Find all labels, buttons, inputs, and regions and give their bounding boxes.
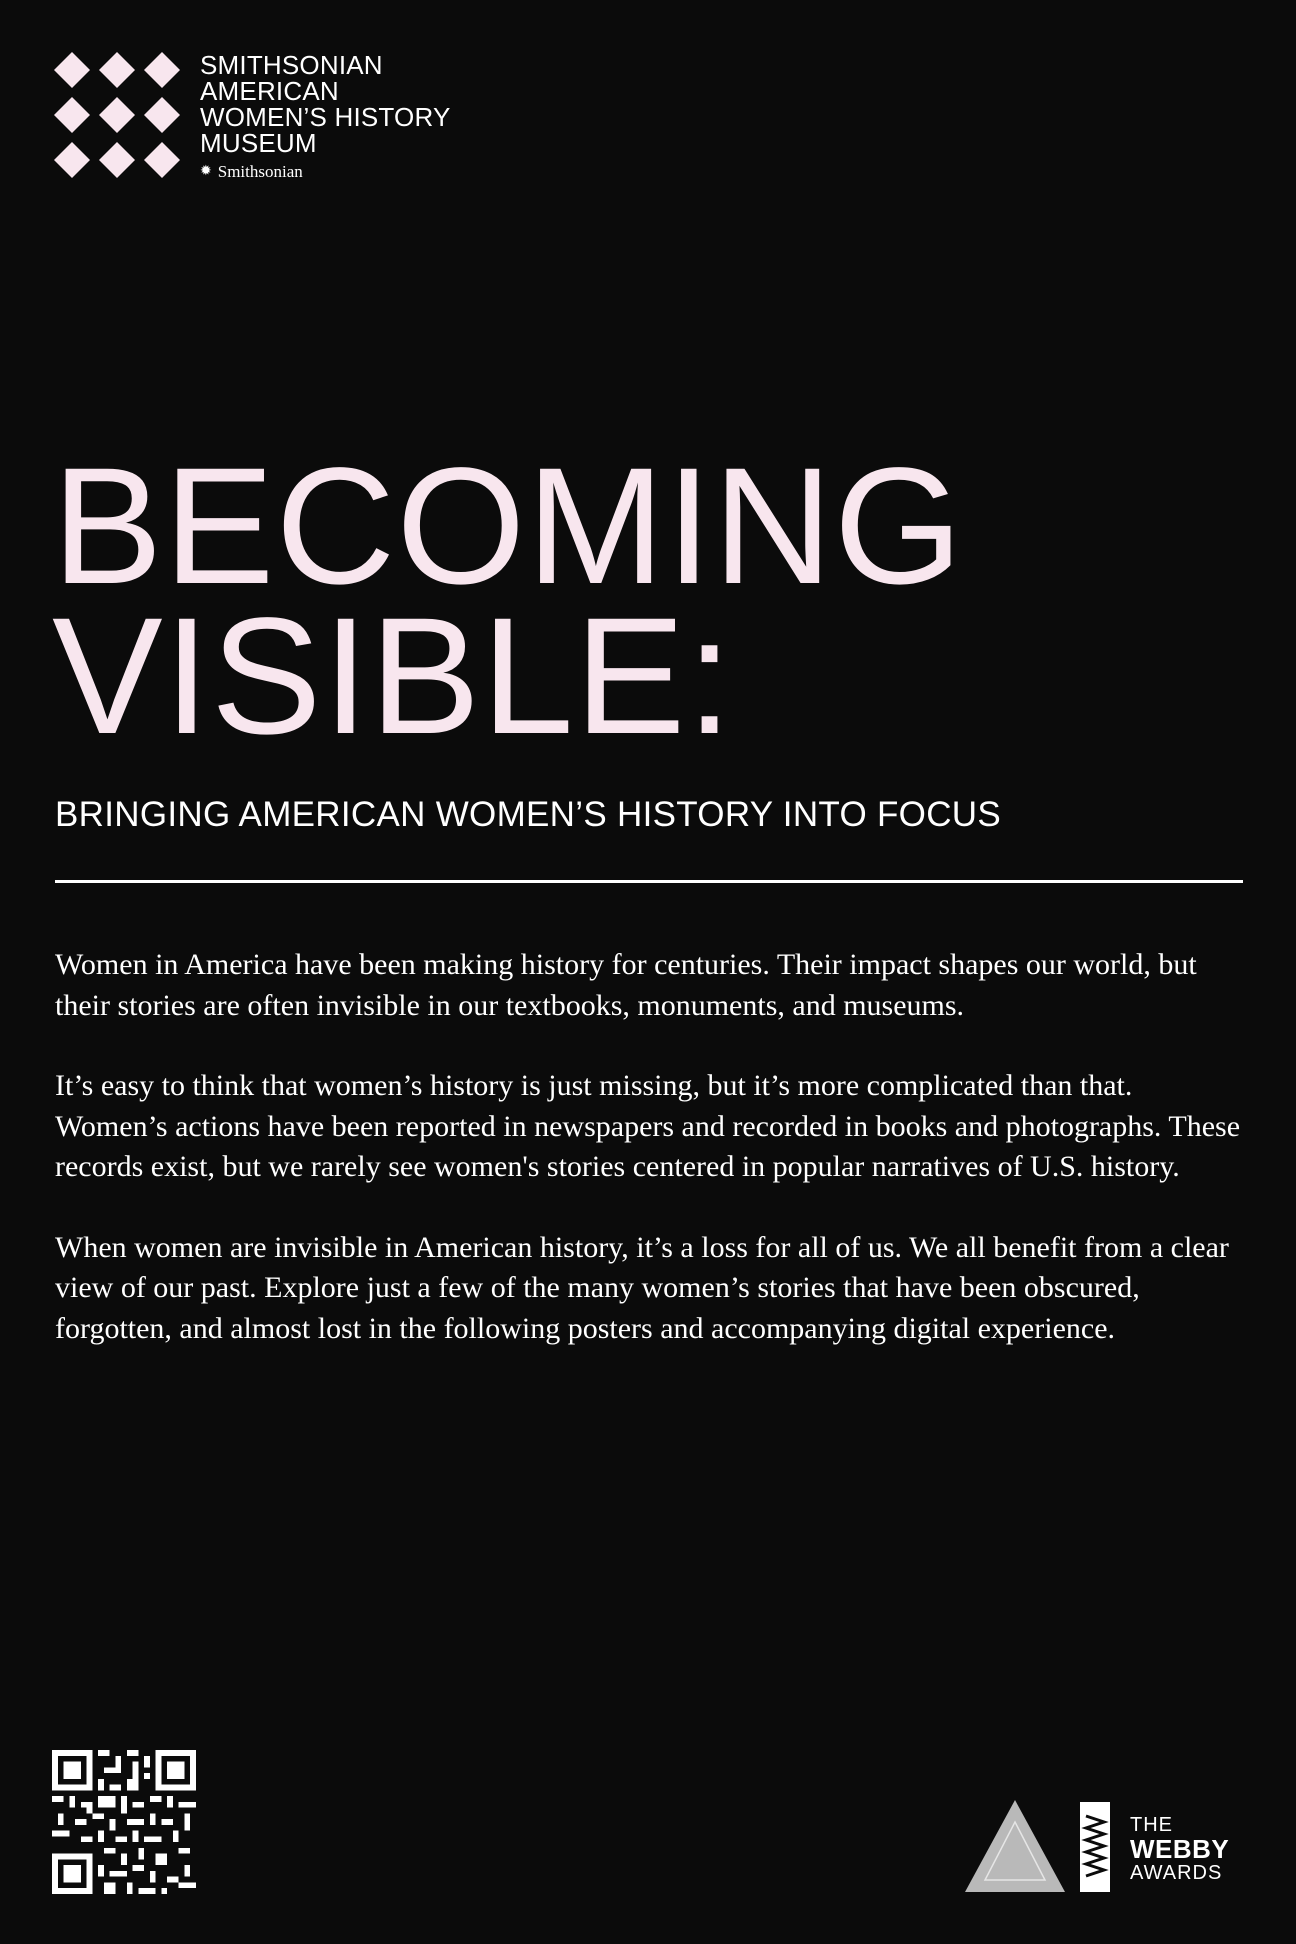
paragraph-3: When women are invisible in American history, it’s a loss for all of us. We all benefit from a clear view of our past. Explore just a few of the many women’s stories that have been obscured, forgotten, and almost lost in the following posters and accompanying digital experience. [55,1230,1229,1345]
smithsonian-sun-icon: ✹ [200,164,212,179]
diamond-grid-logo-icon [50,52,185,187]
logo-line-4: MUSEUM [200,128,317,158]
logo-line-2: AMERICAN [200,76,339,106]
page-subtitle: BRINGING AMERICAN WOMEN’S HISTORY INTO FOCUS [55,795,1001,834]
paragraph-1: Women in America have been making history for centuries. Their impact shapes our world, but their stories are often invisible in our textbooks, monuments, and museums. [55,948,1197,1022]
qr-code-icon[interactable] [52,1750,196,1894]
title-line-1: BECOMING [52,434,964,619]
webby-spring-icon [1080,1802,1110,1892]
webby-awards-label: AWARDS [1130,1862,1223,1884]
divider [55,880,1243,883]
title-line-2: VISIBLE: [52,584,734,769]
body-copy [55,945,1250,1389]
page-title [52,434,964,769]
awards-badges [965,1800,1245,1895]
anthem-awards-triangle-icon [965,1800,1065,1892]
webby-the: THE [1130,1814,1173,1836]
logo-wordmark [200,52,451,182]
logo-line-3: WOMEN’S HISTORY [200,102,451,132]
smithsonian-sublabel [200,162,451,182]
webby-name: WEBBY [1130,1834,1230,1864]
logo-line-1: SMITHSONIAN [200,50,383,80]
smithsonian-sublabel-text: Smithsonian [217,162,303,181]
museum-logo [50,48,470,188]
webby-awards-wordmark [1130,1814,1229,1884]
paragraph-2: It’s easy to think that women’s history is just missing, but it’s more complicated than that. Women’s actions have been reported in newspapers and recorded in books and photographs. These records exist, but we rarely see women's stories centered in popular narratives of U.S. history. [55,1069,1241,1183]
